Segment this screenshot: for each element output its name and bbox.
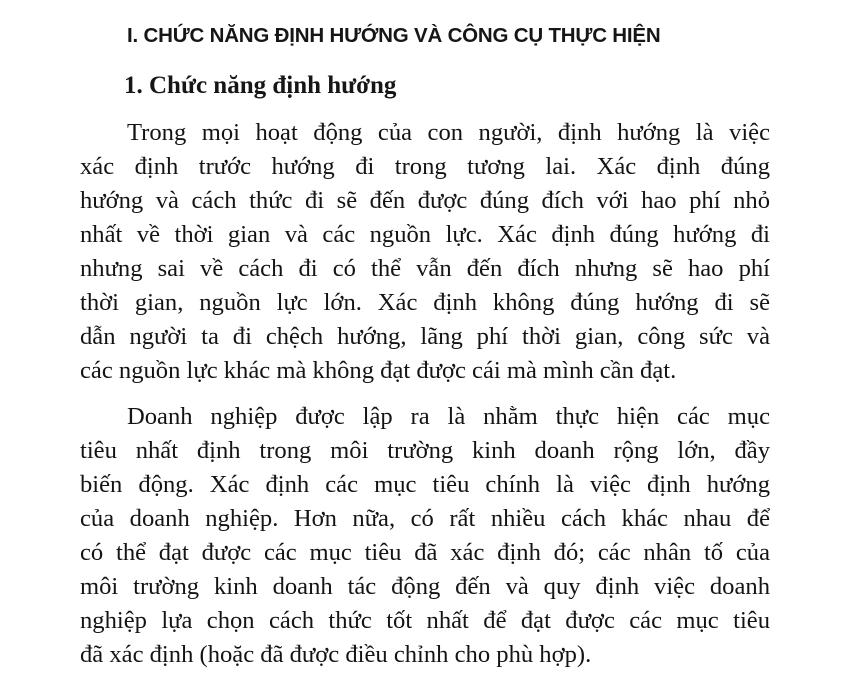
paragraph-line: hướng và cách thức đi sẽ đến được đúng đích với hao phí nhỏ bbox=[80, 187, 770, 214]
paragraph-1 bbox=[80, 116, 770, 388]
paragraph-line: đã xác định (hoặc đã được điều chỉnh cho phù hợp). bbox=[80, 641, 592, 668]
paragraph-line: Doanh nghiệp được lập ra là nhằm thực hiện các mục bbox=[127, 403, 770, 430]
paragraph-line: nhất về thời gian và các nguồn lực. Xác định đúng hướng đi bbox=[80, 221, 770, 248]
paragraph-line: các nguồn lực khác mà không đạt được cái mà mình cần đạt. bbox=[80, 357, 677, 384]
paragraph-line: xác định trước hướng đi trong tương lai. Xác định đúng bbox=[80, 153, 770, 180]
paragraph-line: tiêu nhất định trong môi trường kinh doanh rộng lớn, đầy bbox=[80, 437, 770, 464]
subsection-heading: 1. Chức năng định hướng bbox=[124, 72, 397, 99]
paragraph-line: Trong mọi hoạt động của con người, định hướng là việc bbox=[127, 119, 770, 146]
section-heading: I. CHỨC NĂNG ĐỊNH HƯỚNG VÀ CÔNG CỤ THỰC HIỆN bbox=[127, 24, 661, 47]
paragraph-line: có thể đạt được các mục tiêu đã xác định đó; các nhân tố của bbox=[80, 539, 770, 566]
paragraph-line: thời gian, nguồn lực lớn. Xác định không đúng hướng đi sẽ bbox=[80, 289, 770, 316]
paragraph-line: biến động. Xác định các mục tiêu chính là việc định hướng bbox=[80, 471, 770, 498]
paragraph-line: môi trường kinh doanh tác động đến và quy định việc doanh bbox=[80, 573, 770, 600]
paragraph-line: nhưng sai về cách đi có thể vẫn đến đích nhưng sẽ hao phí bbox=[80, 255, 770, 282]
paragraph-line: dẫn người ta đi chệch hướng, lãng phí thời gian, công sức và bbox=[80, 323, 770, 350]
paragraph-2 bbox=[80, 400, 770, 672]
paragraph-line: nghiệp lựa chọn cách thức tốt nhất để đạt được các mục tiêu bbox=[80, 607, 770, 634]
paragraph-line: của doanh nghiệp. Hơn nữa, có rất nhiều cách khác nhau để bbox=[80, 505, 770, 532]
